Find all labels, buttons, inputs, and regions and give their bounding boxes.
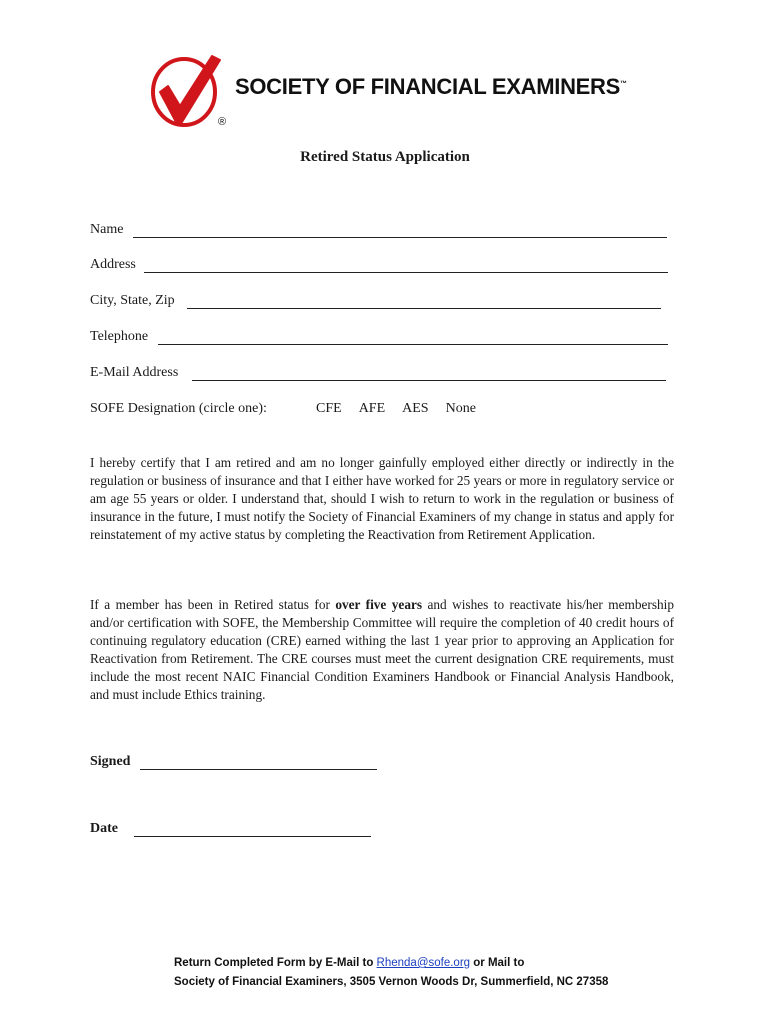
date-field[interactable] <box>90 821 371 837</box>
logo <box>150 52 222 130</box>
footer-line-2: Society of Financial Examiners, 3505 Vernon Woods Dr, Summerfield, NC 27358 <box>174 976 609 988</box>
email-input-line[interactable] <box>192 368 666 381</box>
address-field[interactable] <box>90 257 668 273</box>
date-label: Date <box>90 821 118 836</box>
city-state-zip-field[interactable] <box>90 293 661 309</box>
email-label: E-Mail Address <box>90 365 179 380</box>
name-label: Name <box>90 222 124 237</box>
reactivation-paragraph: If a member has been in Retired status for over five years and wishes to reactivate his/her membership and/or certification with SOFE, the Membership Committee will require the completion of 40 credit hours of continuing regulatory education (CRE) earned withing the last 1 year prior to approving an Application for Reactivation from Retirement. The CRE courses must meet the current designation CRE requirements, must include the most recent NAIC Financial Condition Examiners Handbook or Financial Analysis Handbook, and must include Ethics training. <box>90 597 674 702</box>
designation-option-aes[interactable]: AES <box>402 401 429 416</box>
designation-option-afe[interactable]: AFE <box>358 401 386 416</box>
signed-field[interactable] <box>90 754 377 770</box>
telephone-label: Telephone <box>90 329 149 344</box>
city-state-zip-label: City, State, Zip <box>90 293 175 308</box>
emphasis-text: over five years <box>335 597 423 612</box>
signed-input-line[interactable] <box>140 757 377 770</box>
city-state-zip-input-line[interactable] <box>187 296 661 309</box>
date-input-line[interactable] <box>134 824 371 837</box>
designation-option-none[interactable]: None <box>445 401 476 416</box>
red-checkmark-circle-icon <box>150 52 222 130</box>
email-field[interactable] <box>90 365 666 381</box>
signed-label: Signed <box>90 754 131 769</box>
name-input-line[interactable] <box>133 225 667 238</box>
telephone-field[interactable] <box>90 329 668 345</box>
telephone-input-line[interactable] <box>158 332 668 345</box>
registered-mark: ® <box>218 116 227 128</box>
email-link[interactable]: Rhenda@sofe.org <box>376 957 471 969</box>
footer <box>174 954 608 992</box>
org-name: SOCIETY OF FINANCIAL EXAMINERS™ <box>235 74 627 99</box>
name-field[interactable] <box>90 222 667 238</box>
designation-row <box>90 401 476 417</box>
designation-label: SOFE Designation (circle one): <box>90 401 267 416</box>
certification-paragraph: I hereby certify that I am retired and am no longer gainfully employed either directly or indirectly in the regulation or business of insurance and that I either have worked for 25 years or more in regulatory service or am age 55 years or older. I understand that, should I wish to return to work in the regulation or business of insurance in the future, I must notify the Society of Financial Examiners of my change in status and apply for reinstatement of my active status by completing the Reactivation from Retirement Application. <box>90 455 674 542</box>
address-label: Address <box>90 257 136 272</box>
address-input-line[interactable] <box>144 260 668 273</box>
designation-option-cfe[interactable]: CFE <box>316 401 342 416</box>
page-title: Retired Status Application <box>300 149 470 165</box>
footer-line-1: Return Completed Form by E-Mail to Rhenda@sofe.org or Mail to <box>174 957 525 969</box>
